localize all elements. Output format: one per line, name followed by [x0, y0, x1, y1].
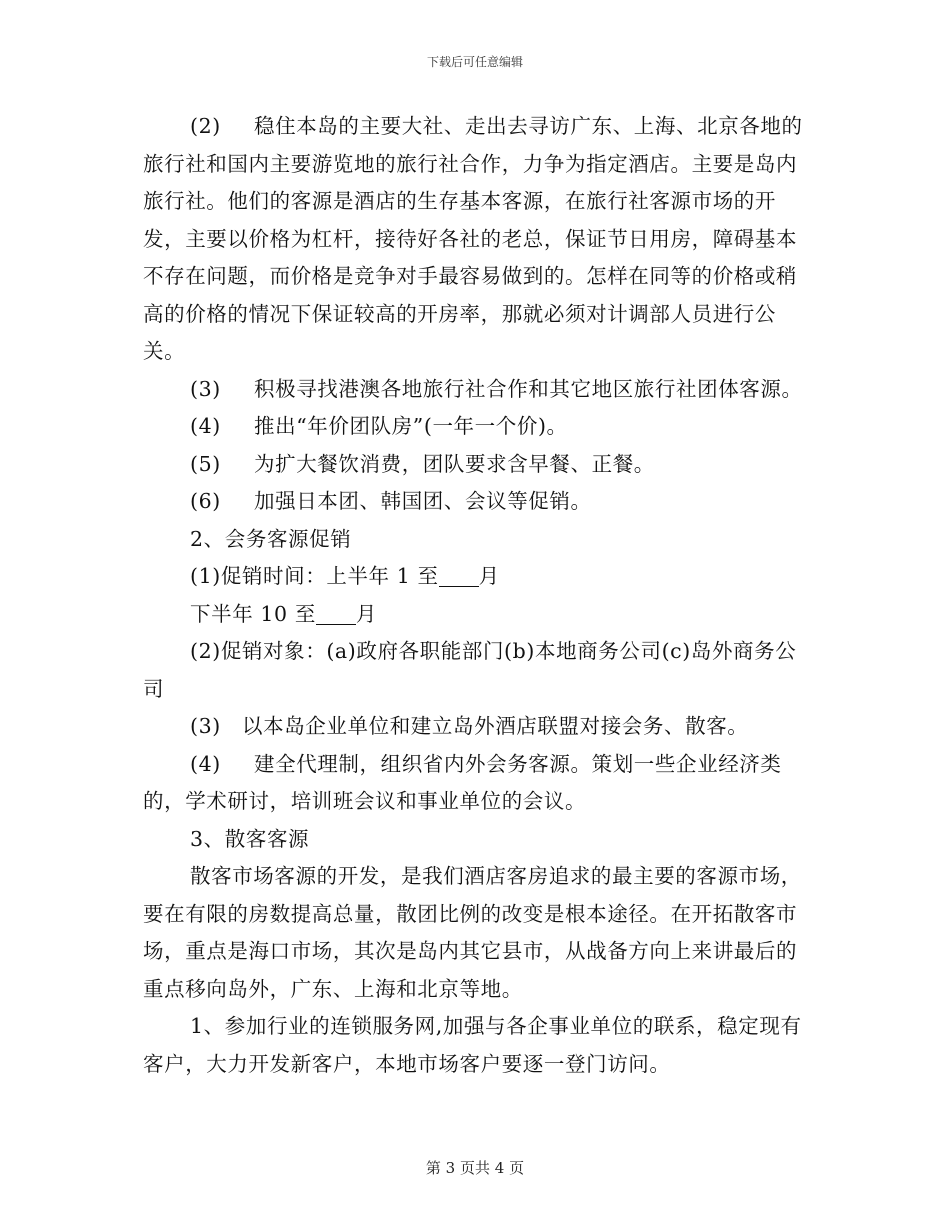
- item-number: (3): [190, 376, 221, 401]
- item-number: (4): [190, 751, 221, 776]
- paragraph-promo-time-first-half: [143, 558, 807, 596]
- paragraph-text: 下半年 10 至: [190, 601, 316, 626]
- paragraph-text: 月: [355, 601, 378, 626]
- paragraph-japan-korea: [143, 483, 807, 521]
- paragraph-catering: [143, 446, 807, 484]
- blank-line: [439, 564, 479, 587]
- item-number: (3): [190, 714, 221, 738]
- paragraph-text: 加强日本团、韩国团、会议等促销。: [254, 489, 592, 513]
- paragraph-text: 月: [478, 564, 500, 588]
- paragraph-individual-market: 散客市场客源的开发，是我们酒店客房追求的最主要的客源市场，要在有限的房数提高总量，散团比例的改变是根本途径。在开拓散客市场，重点是海口市场，其次是岛内其它县市，从战备方向上来讲最后的重点移向岛外，广东、上海和北京等地。: [143, 864, 802, 1001]
- item-number: (5): [190, 451, 221, 476]
- paragraph-text: 建全代理制，组织省内外会务客源。策划一些企业经济类的，学术研讨，培训班会议和事业单位的会议。: [143, 751, 782, 813]
- paragraph-travel-agencies: [143, 108, 807, 371]
- item-number: (6): [190, 489, 221, 513]
- document-body: [143, 108, 807, 1083]
- section-heading-conference: 2、会务客源促销: [190, 526, 352, 551]
- item-number: (2): [190, 114, 221, 138]
- page-footer: 第 3 页共 4 页: [425, 1159, 525, 1177]
- paragraph-promo-time-second-half: [143, 596, 807, 634]
- paragraph-service-network: 1、参加行业的连锁服务网,加强与各企事业单位的联系，稳定现有客户，大力开发新客户，本地市场客户要逐一登门访问。: [143, 1014, 802, 1076]
- paragraph-promo-targets: (2)促销对象：(a)政府各职能部门(b)本地商务公司(c)岛外商务公司: [143, 639, 797, 701]
- paragraph-text: 以本岛企业单位和建立岛外酒店联盟对接会务、散客。: [242, 714, 749, 738]
- item-number: (4): [190, 414, 221, 438]
- paragraph-text: (1)促销时间：上半年 1 至: [190, 564, 439, 588]
- paragraph-text: 为扩大餐饮消费，团队要求含早餐、正餐。: [254, 451, 655, 476]
- paragraph-agency-system: [143, 746, 807, 821]
- paragraph-hk-macau: [143, 371, 807, 409]
- paragraph-hotel-alliance: [143, 708, 807, 746]
- page-header: 下载后可任意编辑: [426, 55, 523, 69]
- paragraph-text: 积极寻找港澳各地旅行社合作和其它地区旅行社团体客源。: [254, 376, 803, 401]
- blank-line: [316, 602, 356, 625]
- paragraph-text: 稳住本岛的主要大社、走出去寻访广东、上海、北京各地的旅行社和国内主要游览地的旅行社合作，力争为指定酒店。主要是岛内旅行社。他们的客源是酒店的生存基本客源，在旅行社客源市场的开发，主要以价格为杠杆，接待好各社的老总，保证节日用房，障碍基本不存在问题，而价格是竞争对手最容易做到的。怎样在同等的价格或稍高的价格的情况下保证较高的开房率，那就必须对计调部人员进行公关。: [143, 114, 803, 363]
- paragraph-annual-price: [143, 408, 807, 446]
- paragraph-text: 推出“年价团队房”(一年一个价)。: [254, 414, 568, 438]
- section-heading-individual: 3、散客客源: [190, 826, 310, 851]
